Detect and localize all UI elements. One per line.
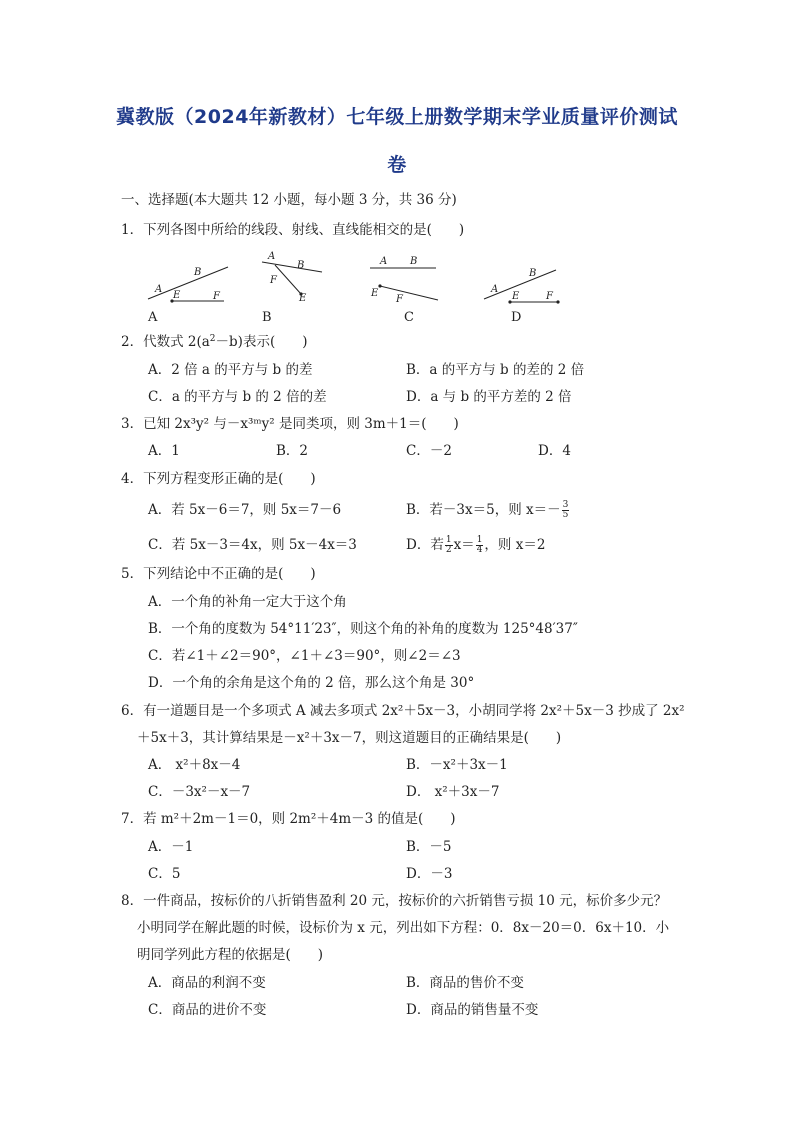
q4-b-numerator: 3 bbox=[562, 500, 569, 510]
q2-option-b: B．a 的平方与 b 的差的 2 倍 bbox=[406, 362, 585, 378]
q2-stem: 2．代数式 $2(a^2-b)$表示( ) bbox=[121, 334, 308, 350]
q2-stem-post: －b)表示( ) bbox=[215, 334, 308, 350]
fig-a-label-b: B bbox=[194, 267, 202, 278]
figure-b bbox=[262, 251, 322, 304]
q4-option-b-fraction bbox=[562, 501, 570, 520]
q3-option-b: B．2 bbox=[276, 443, 309, 459]
figure-c bbox=[370, 256, 438, 305]
q8-option-d: D．商品的销售量不变 bbox=[406, 1002, 539, 1018]
q5-option-d: D．一个角的余角是这个角的 2 倍，那么这个角是 30° bbox=[148, 675, 475, 691]
q7-stem: 7．若 m²＋2m－1＝0，则 2m²＋4m－3 的值是( ) bbox=[121, 811, 456, 827]
q4-stem: 4．下列方程变形正确的是( ) bbox=[121, 471, 316, 487]
q4-d-denominator-2: 4 bbox=[476, 545, 483, 555]
q1-figures bbox=[0, 248, 794, 328]
fig-a-label-a: A bbox=[155, 284, 163, 295]
q4-d-numerator-1: 1 bbox=[445, 535, 452, 545]
q4-b-denominator: 5 bbox=[562, 510, 569, 520]
q6-option-a: A． x²＋8x－4 bbox=[148, 757, 241, 773]
q8-stem-line-2: 小明同学在解此题的时候，设标价为 x 元，列出如下方程：0．8x－20＝0．6x＋10．小 bbox=[137, 920, 670, 936]
q4-d-denominator-1: 2 bbox=[445, 545, 452, 555]
q5-option-a: A．一个角的补角一定大于这个角 bbox=[148, 594, 347, 610]
fig-d-label-b: B bbox=[529, 268, 537, 279]
q3-stem: 3．已知 2x³y² 与－x³ᵐy² 是同类项，则 3m＋1＝( ) bbox=[121, 416, 459, 432]
q4-option-c: C．若 5x－3＝4x，则 5x－4x＝3 bbox=[148, 537, 357, 553]
q3-option-a: A．1 bbox=[148, 443, 180, 459]
q8-stem-line-3: 明同学列此方程的依据是( ) bbox=[137, 947, 324, 963]
q8-stem-line-1: 8．一件商品，按标价的八折销售盈利 20 元，按标价的六折销售亏损 10 元，标价多少元？ bbox=[121, 893, 668, 909]
q6-option-d: D． x²＋3x－7 bbox=[406, 784, 500, 800]
q4-option-d bbox=[406, 536, 545, 555]
q6-stem-line-2: ＋5x＋3，其计算结果是－x²＋3x－7，则这道题目的正确结果是( ) bbox=[137, 730, 562, 746]
q7-option-d: D．－3 bbox=[406, 866, 453, 882]
q2-stem-pre: 2．代数式 2(a bbox=[121, 334, 210, 350]
q7-option-c: C．5 bbox=[148, 866, 181, 882]
fig-a-label-e: E bbox=[173, 290, 181, 301]
title-line-1: 冀教版（2024年新教材）七年级上册数学期末学业质量评价测试 bbox=[116, 106, 678, 128]
fig-d-label-f: F bbox=[546, 291, 553, 302]
q5-stem: 5．下列结论中不正确的是( ) bbox=[121, 566, 316, 582]
fig-d-label-e: E bbox=[512, 291, 520, 302]
q4-option-d-fraction-2 bbox=[476, 536, 484, 555]
fig-c-label-f: F bbox=[396, 294, 403, 305]
fig-a-label-f: F bbox=[213, 291, 220, 302]
q6-stem-line-1: 6．有一道题目是一个多项式 A 减去多项式 2x²＋5x－3，小胡同学将 2x²＋5x－3 抄成了 2x² bbox=[121, 703, 685, 719]
figure-d bbox=[484, 268, 560, 304]
fig-c-label-b: B bbox=[410, 256, 418, 267]
q4-option-d-post: ，则 x＝2 bbox=[484, 537, 546, 553]
figure-a bbox=[148, 267, 228, 303]
q4-d-numerator-2: 1 bbox=[476, 535, 483, 545]
fig-c-label-e: E bbox=[371, 288, 379, 299]
q3-option-c: C．－2 bbox=[406, 443, 452, 459]
q5-option-c: C．若∠1＋∠2＝90°，∠1＋∠3＝90°，则∠2＝∠3 bbox=[148, 648, 461, 664]
q7-option-a: A．－1 bbox=[148, 839, 194, 855]
q4-option-b-text: B．若－3x＝5，则 x＝－ bbox=[406, 502, 561, 518]
q2-option-d: D．a 与 b 的平方差的 2 倍 bbox=[406, 389, 572, 405]
fig-b-label-f: F bbox=[270, 275, 277, 286]
fig-c-label-a: A bbox=[380, 256, 388, 267]
q1-stem: 1．下列各图中所给的线段、射线、直线能相交的是( ) bbox=[121, 222, 465, 238]
section-heading: 一、选择题(本大题共 12 小题，每小题 3 分，共 36 分) bbox=[121, 192, 457, 208]
q8-option-c: C．商品的进价不变 bbox=[148, 1002, 267, 1018]
figure-d-caption: D bbox=[511, 310, 522, 325]
q2-option-a: A．2 倍 a 的平方与 b 的差 bbox=[148, 362, 313, 378]
q2-option-c: C．a 的平方与 b 的 2 倍的差 bbox=[148, 389, 327, 405]
q7-option-b: B．－5 bbox=[406, 839, 452, 855]
q8-option-b: B．商品的售价不变 bbox=[406, 975, 524, 991]
q4-option-d-mid: x＝ bbox=[453, 537, 475, 553]
q4-option-d-pre: D．若 bbox=[406, 537, 444, 553]
figure-a-caption: A bbox=[148, 310, 158, 325]
fig-b-label-e: E bbox=[299, 293, 307, 304]
q6-option-c: C．－3x²－x－7 bbox=[148, 784, 251, 800]
q4-option-b bbox=[406, 501, 570, 520]
q8-option-a: A．商品的利润不变 bbox=[148, 975, 266, 991]
q4-option-a: A．若 5x－6＝7，则 5x＝7－6 bbox=[148, 502, 342, 518]
fig-b-label-b: B bbox=[297, 260, 305, 271]
q6-option-b: B．－x²＋3x－1 bbox=[406, 757, 508, 773]
fig-b-label-a: A bbox=[268, 251, 276, 262]
figure-c-caption: C bbox=[404, 310, 414, 325]
q3-option-d: D．4 bbox=[538, 443, 571, 459]
q4-option-d-fraction-1 bbox=[445, 536, 453, 555]
fig-d-label-a: A bbox=[491, 284, 499, 295]
figure-b-caption: B bbox=[262, 310, 272, 325]
title-line-2: 卷 bbox=[387, 154, 407, 176]
q5-option-b: B．一个角的度数为 54°11′23″，则这个角的补角的度数为 125°48′37″ bbox=[148, 621, 578, 637]
